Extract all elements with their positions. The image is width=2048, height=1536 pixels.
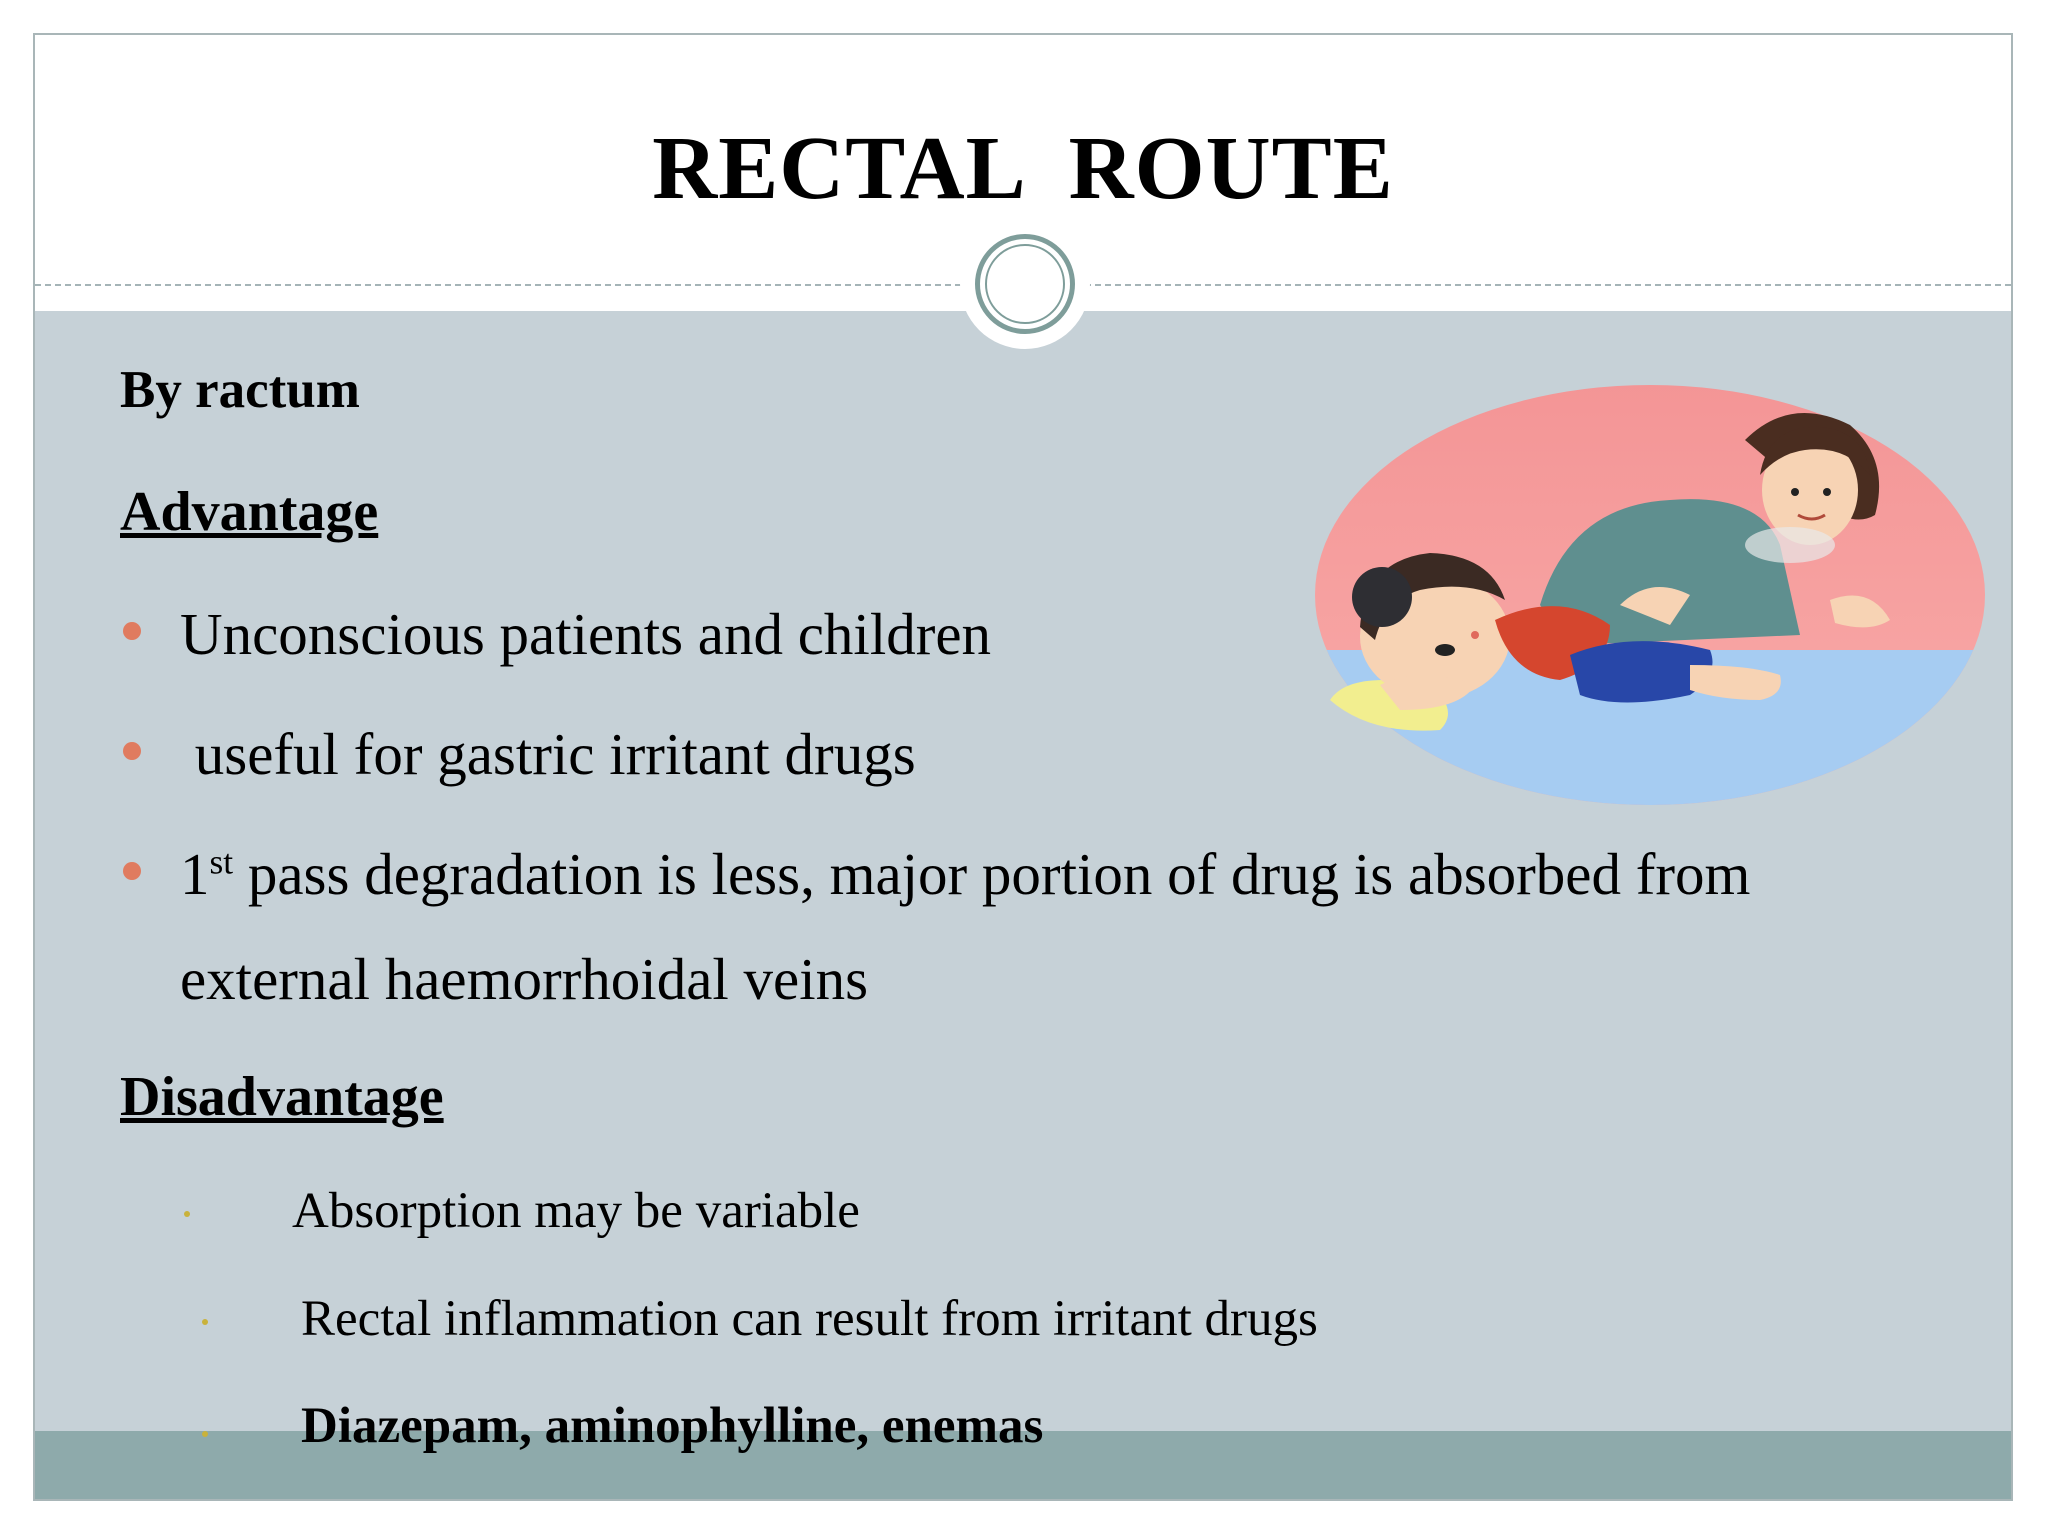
first-number: 1 (180, 841, 210, 907)
advantage-item-2: useful for gastric irritant drugs (180, 721, 916, 787)
advantage-heading: Advantage (120, 481, 379, 543)
bullet-dot-icon (202, 1319, 208, 1325)
advantage-item-3-line2: external haemorrhoidal veins (180, 946, 869, 1012)
disadvantage-item-1: Absorption may be variable (292, 1183, 860, 1239)
slide (33, 33, 2013, 1501)
slide-title: RECTAL ROUTE (652, 119, 1394, 218)
bullet-dot-icon (202, 1431, 208, 1437)
bullet-dot-icon (184, 1211, 190, 1217)
advantage-item-3 (180, 840, 1750, 909)
advantage-item-1: Unconscious patients and children (180, 601, 992, 667)
bullet-dot-icon (123, 622, 141, 640)
mother-child-rectal-illustration (1290, 365, 2010, 835)
disadvantage-item-2: Rectal inflammation can result from irritant drugs (301, 1291, 1318, 1347)
bullet-dot-icon (123, 862, 141, 880)
advantage-item-3-line1: pass degradation is less, major portion of drug is absorbed from (233, 841, 1751, 907)
subtitle: By ractum (120, 361, 360, 419)
first-superscript: st (209, 841, 234, 882)
bullet-dot-icon (123, 742, 141, 760)
disadvantage-item-3: Diazepam, aminophylline, enemas (301, 1398, 1044, 1454)
divider-circle-icon (975, 234, 1075, 334)
disadvantage-heading: Disadvantage (120, 1066, 444, 1128)
